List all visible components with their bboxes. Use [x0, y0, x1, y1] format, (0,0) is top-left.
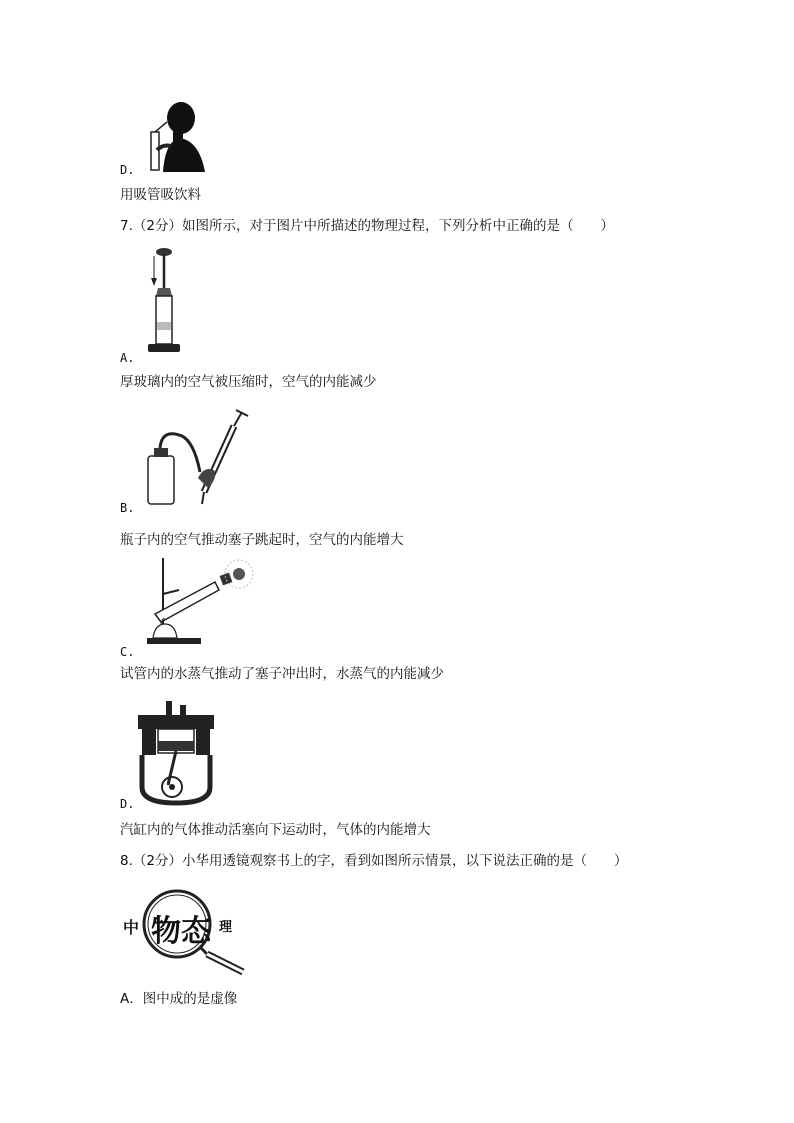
q7-option-d-letter: D.: [120, 797, 135, 811]
compression-cylinder-figure: [140, 246, 185, 358]
q7-stem: 7.（2分）如图所示，对于图片中所描述的物理过程，下列分析中正确的是（ ）: [120, 218, 614, 234]
q7-option-b-text: 瓶子内的空气推动塞子跳起时，空气的内能增大: [120, 532, 404, 548]
text-char-zhong: 中: [123, 918, 140, 937]
text-char-wu-magnified: 物: [151, 914, 181, 949]
text-char-li: 理: [219, 920, 233, 935]
test-tube-steam-figure: [143, 554, 258, 650]
q6-option-d-letter: D.: [120, 163, 135, 177]
q8-stem: 8.（2分）小华用透镜观察书上的字，看到如图所示情景，以下说法正确的是（ ）: [120, 853, 628, 869]
q7-option-c-letter: C.: [120, 645, 135, 659]
text-char-tai-magnified: 态: [181, 914, 211, 949]
magnifier-figure: [121, 886, 251, 978]
q7-option-b-letter: B.: [120, 501, 135, 515]
bottle-pump-figure: [142, 408, 252, 508]
q7-option-d-text: 汽缸内的气体推动活塞向下运动时，气体的内能增大: [120, 822, 431, 838]
child-drinking-figure: [145, 98, 207, 172]
q6-option-d-caption: 用吸管吸饮料: [120, 187, 201, 203]
q7-option-a-text: 厚玻璃内的空气被压缩时，空气的内能减少: [120, 374, 377, 390]
q8-option-a: A．图中成的是虚像: [120, 991, 238, 1007]
q7-option-a-letter: A.: [120, 351, 135, 365]
q7-option-c-text: 试管内的水蒸气推动了塞子冲出时，水蒸气的内能减少: [120, 666, 444, 682]
engine-cylinder-figure: [136, 699, 216, 805]
